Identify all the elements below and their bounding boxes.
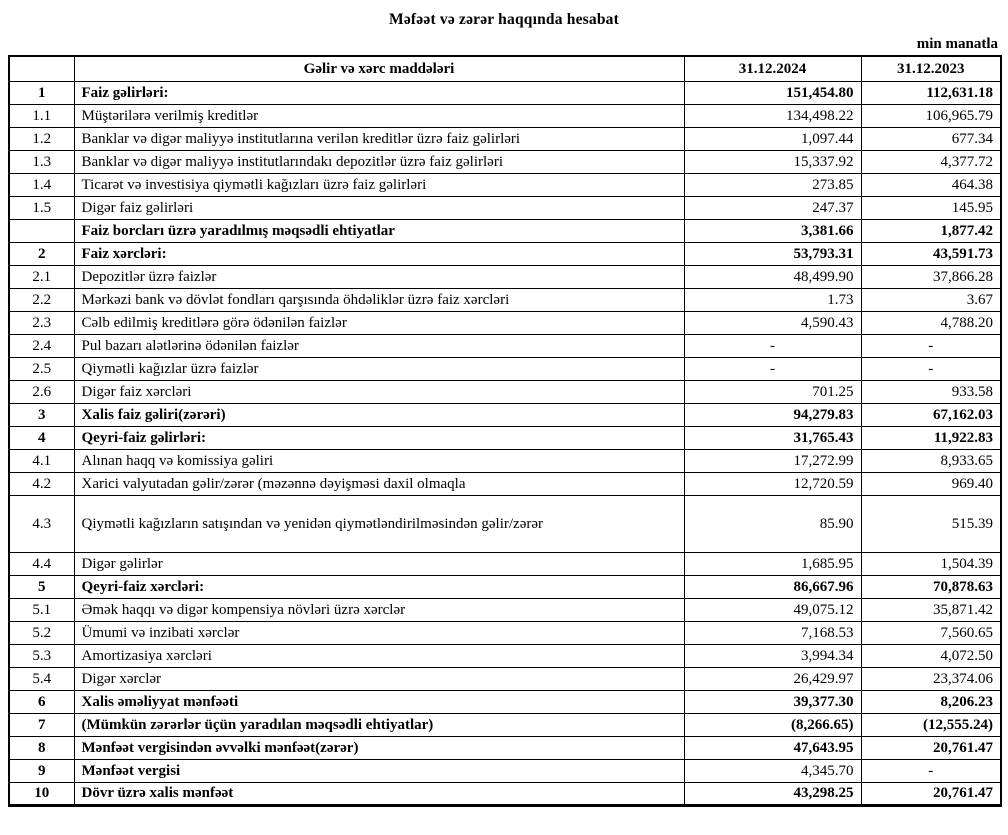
table-row — [9, 449, 1001, 472]
row-number: 5 — [9, 575, 74, 598]
row-label: Digər gəlirlər — [74, 552, 684, 575]
table-row — [9, 690, 1001, 713]
row-number: 4 — [9, 426, 74, 449]
table-row — [9, 196, 1001, 219]
value-2023: 3.67 — [861, 288, 1001, 311]
row-label: Xalis faiz gəliri(zərəri) — [74, 403, 684, 426]
header-row — [9, 56, 1001, 81]
value-2024: 86,667.96 — [684, 575, 861, 598]
table-header — [9, 56, 1001, 81]
row-label: Ümumi və inzibati xərclər — [74, 621, 684, 644]
value-2023: 43,591.73 — [861, 242, 1001, 265]
table-row — [9, 265, 1001, 288]
row-number: 7 — [9, 713, 74, 736]
row-label: (Mümkün zərərlər üçün yaradılan məqsədli ehtiyatlar) — [74, 713, 684, 736]
value-2024: 47,643.95 — [684, 736, 861, 759]
table-row — [9, 713, 1001, 736]
header-date-2023: 31.12.2023 — [861, 56, 1001, 81]
row-label: Xalis əməliyyat mənfəəti — [74, 690, 684, 713]
table-row — [9, 552, 1001, 575]
value-2023: 112,631.18 — [861, 81, 1001, 104]
row-number: 1.5 — [9, 196, 74, 219]
table-row — [9, 150, 1001, 173]
row-label: Alınan haqq və komissiya gəliri — [74, 449, 684, 472]
row-label: Dövr üzrə xalis mənfəət — [74, 782, 684, 805]
value-2023: 35,871.42 — [861, 598, 1001, 621]
value-2023: 106,965.79 — [861, 104, 1001, 127]
table-row — [9, 173, 1001, 196]
table-row — [9, 759, 1001, 782]
row-number: 6 — [9, 690, 74, 713]
value-2024: 26,429.97 — [684, 667, 861, 690]
value-2024: 134,498.22 — [684, 104, 861, 127]
value-2023: 464.38 — [861, 173, 1001, 196]
table-row — [9, 621, 1001, 644]
unit-note: min manatla — [916, 36, 998, 52]
row-number: 1.2 — [9, 127, 74, 150]
row-number: 8 — [9, 736, 74, 759]
value-2023: - — [861, 357, 1001, 380]
value-2024: 247.37 — [684, 196, 861, 219]
statement-table-body — [9, 81, 1001, 805]
row-label: Banklar və digər maliyyə institutlarına verilən kreditlər üzrə faiz gəlirləri — [74, 127, 684, 150]
table-row — [9, 667, 1001, 690]
table-row — [9, 311, 1001, 334]
value-2024: 4,345.70 — [684, 759, 861, 782]
value-2023: 7,560.65 — [861, 621, 1001, 644]
row-number: 5.2 — [9, 621, 74, 644]
row-number: 4.4 — [9, 552, 74, 575]
value-2023: 4,788.20 — [861, 311, 1001, 334]
table-row — [9, 426, 1001, 449]
value-2024: 49,075.12 — [684, 598, 861, 621]
value-2023: 70,878.63 — [861, 575, 1001, 598]
value-2024: 3,381.66 — [684, 219, 861, 242]
value-2023: 20,761.47 — [861, 782, 1001, 805]
row-label: Cəlb edilmiş kreditlərə görə ödənilən faizlər — [74, 311, 684, 334]
value-2024: 1,685.95 — [684, 552, 861, 575]
value-2023: - — [861, 334, 1001, 357]
value-2023: 515.39 — [861, 495, 1001, 552]
value-2023: 20,761.47 — [861, 736, 1001, 759]
row-number — [9, 219, 74, 242]
row-label: Faiz xərcləri: — [74, 242, 684, 265]
row-number: 1.1 — [9, 104, 74, 127]
row-number: 9 — [9, 759, 74, 782]
value-2024: (8,266.65) — [684, 713, 861, 736]
value-2024: 43,298.25 — [684, 782, 861, 805]
row-number: 2 — [9, 242, 74, 265]
table-row — [9, 782, 1001, 805]
table-row — [9, 472, 1001, 495]
row-number: 4.1 — [9, 449, 74, 472]
value-2024: 15,337.92 — [684, 150, 861, 173]
row-number: 5.1 — [9, 598, 74, 621]
value-2023: 1,504.39 — [861, 552, 1001, 575]
table-row — [9, 357, 1001, 380]
header-item-label: Gəlir və xərc maddələri — [74, 56, 684, 81]
value-2023: 145.95 — [861, 196, 1001, 219]
row-number: 2.4 — [9, 334, 74, 357]
value-2024: 53,793.31 — [684, 242, 861, 265]
row-label: Qiymətli kağızların satışından və yenidən qiymətləndirilməsindən gəlir/zərər — [74, 495, 684, 552]
row-number: 3 — [9, 403, 74, 426]
value-2023: 37,866.28 — [861, 265, 1001, 288]
row-label: Müştərilərə verilmiş kreditlər — [74, 104, 684, 127]
income-statement-table — [8, 55, 1002, 807]
value-2024: 39,377.30 — [684, 690, 861, 713]
row-label: Mənfəət vergisi — [74, 759, 684, 782]
value-2024: 701.25 — [684, 380, 861, 403]
value-2024: 1,097.44 — [684, 127, 861, 150]
row-number: 2.1 — [9, 265, 74, 288]
table-row — [9, 219, 1001, 242]
row-number: 10 — [9, 782, 74, 805]
value-2024: 12,720.59 — [684, 472, 861, 495]
value-2023: 4,377.72 — [861, 150, 1001, 173]
value-2024: - — [684, 357, 861, 380]
row-label: Digər faiz xərcləri — [74, 380, 684, 403]
table-row — [9, 288, 1001, 311]
row-label: Qeyri-faiz xərcləri: — [74, 575, 684, 598]
row-label: Mərkəzi bank və dövlət fondları qarşısında öhdəliklər üzrə faiz xərcləri — [74, 288, 684, 311]
value-2024: 31,765.43 — [684, 426, 861, 449]
row-label: Banklar və digər maliyyə institutlarındakı depozitlər üzrə faiz gəlirləri — [74, 150, 684, 173]
table-row — [9, 575, 1001, 598]
value-2023: 11,922.83 — [861, 426, 1001, 449]
row-number: 2.6 — [9, 380, 74, 403]
row-number: 1.3 — [9, 150, 74, 173]
table-row — [9, 598, 1001, 621]
row-number: 5.3 — [9, 644, 74, 667]
table-row — [9, 127, 1001, 150]
table-row — [9, 334, 1001, 357]
row-label: Faiz borcları üzrə yaradılmış məqsədli ehtiyatlar — [74, 219, 684, 242]
value-2024: 4,590.43 — [684, 311, 861, 334]
table-row — [9, 81, 1001, 104]
row-label: Pul bazarı alətlərinə ödənilən faizlər — [74, 334, 684, 357]
row-label: Depozitlər üzrə faizlər — [74, 265, 684, 288]
value-2023: 8,206.23 — [861, 690, 1001, 713]
value-2024: 94,279.83 — [684, 403, 861, 426]
row-label: Digər xərclər — [74, 667, 684, 690]
page-title: Məfəət və zərər haqqında hesabat — [389, 11, 619, 28]
table-row — [9, 644, 1001, 667]
value-2024: 1.73 — [684, 288, 861, 311]
row-number: 1 — [9, 81, 74, 104]
header-date-2024: 31.12.2024 — [684, 56, 861, 81]
row-number: 4.2 — [9, 472, 74, 495]
row-label: Mənfəət vergisindən əvvəlki mənfəət(zərər) — [74, 736, 684, 759]
table-row — [9, 403, 1001, 426]
table-row — [9, 104, 1001, 127]
value-2023: - — [861, 759, 1001, 782]
value-2024: 85.90 — [684, 495, 861, 552]
row-number: 2.3 — [9, 311, 74, 334]
value-2023: 4,072.50 — [861, 644, 1001, 667]
value-2023: (12,555.24) — [861, 713, 1001, 736]
table-row — [9, 380, 1001, 403]
row-number: 2.5 — [9, 357, 74, 380]
row-label: Əmək haqqı və digər kompensiya növləri üzrə xərclər — [74, 598, 684, 621]
row-label: Qiymətli kağızlar üzrə faizlər — [74, 357, 684, 380]
row-label: Faiz gəlirləri: — [74, 81, 684, 104]
row-number: 1.4 — [9, 173, 74, 196]
value-2023: 23,374.06 — [861, 667, 1001, 690]
row-number: 2.2 — [9, 288, 74, 311]
table-row — [9, 495, 1001, 552]
value-2023: 933.58 — [861, 380, 1001, 403]
value-2024: 273.85 — [684, 173, 861, 196]
value-2024: 7,168.53 — [684, 621, 861, 644]
row-number: 5.4 — [9, 667, 74, 690]
value-2024: 3,994.34 — [684, 644, 861, 667]
value-2023: 67,162.03 — [861, 403, 1001, 426]
value-2023: 677.34 — [861, 127, 1001, 150]
value-2023: 8,933.65 — [861, 449, 1001, 472]
value-2024: - — [684, 334, 861, 357]
row-label: Digər faiz gəlirləri — [74, 196, 684, 219]
row-number: 4.3 — [9, 495, 74, 552]
row-label: Ticarət və investisiya qiymətli kağızları üzrə faiz gəlirləri — [74, 173, 684, 196]
row-label: Amortizasiya xərcləri — [74, 644, 684, 667]
value-2024: 48,499.90 — [684, 265, 861, 288]
value-2024: 17,272.99 — [684, 449, 861, 472]
value-2023: 969.40 — [861, 472, 1001, 495]
header-row-number-cell — [9, 56, 74, 81]
table-row — [9, 736, 1001, 759]
value-2023: 1,877.42 — [861, 219, 1001, 242]
table-row — [9, 242, 1001, 265]
row-label: Qeyri-faiz gəlirləri: — [74, 426, 684, 449]
row-label: Xarici valyutadan gəlir/zərər (məzənnə dəyişməsi daxil olmaqla — [74, 472, 684, 495]
value-2024: 151,454.80 — [684, 81, 861, 104]
